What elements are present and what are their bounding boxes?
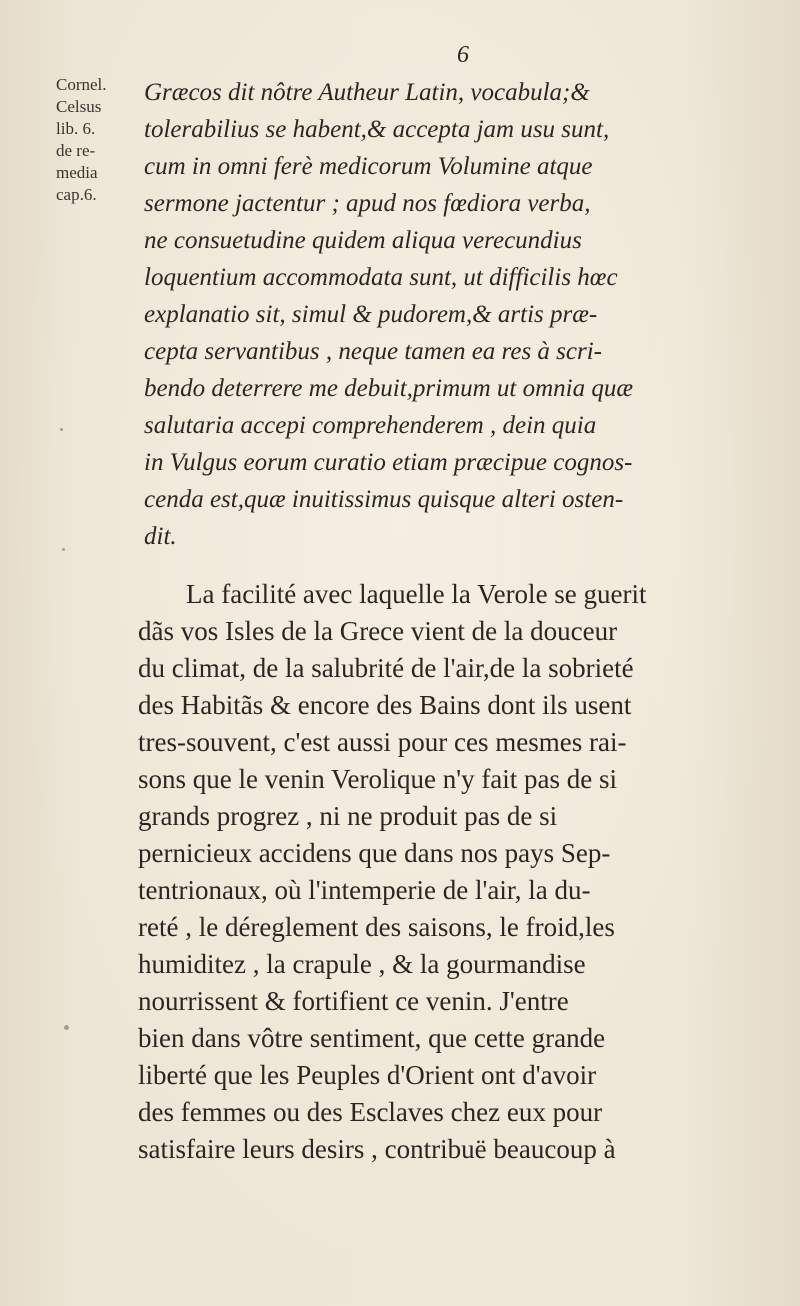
body-line: pernicieux accidens que dans nos pays Sep-	[138, 838, 611, 868]
quote-line: tolerabilius se habent,& accepta jam usu sunt,	[144, 116, 610, 143]
body-line: humiditez , la crapule , & la gourmandise	[138, 949, 586, 979]
body-line: grands progrez , ni ne produit pas de si	[138, 801, 558, 831]
paper-speck	[64, 1025, 69, 1030]
margin-note-line: cap.6.	[56, 185, 97, 204]
quote-line: ne consuetudine quidem aliqua verecundius	[144, 227, 582, 254]
quote-line: dit.	[144, 523, 177, 550]
body-line: tres-souvent, c'est aussi pour ces mesmes rai-	[138, 727, 627, 757]
body-line: des femmes ou des Esclaves chez eux pour	[138, 1097, 603, 1127]
quote-line: salutaria accepi comprehenderem , dein quia	[144, 412, 597, 439]
margin-note-line: Cornel.	[56, 75, 107, 94]
quote-line: cenda est,quæ inuitissimus quisque alteri osten-	[144, 486, 624, 513]
paper-speck	[62, 548, 65, 551]
body-line: tentrionaux, où l'intemperie de l'air, la du-	[138, 875, 591, 905]
margin-note-line: media	[56, 163, 98, 182]
body-line: nourrissent & fortifient ce venin. J'entre	[138, 986, 569, 1016]
quote-line: explanatio sit, simul & pudorem,& artis præ-	[144, 301, 598, 328]
quote-line: Græcos dit nôtre Autheur Latin, vocabula;&	[144, 79, 590, 106]
paper-speck	[60, 428, 63, 431]
latin-quotation	[144, 74, 774, 555]
margin-note-line: lib. 6.	[56, 119, 96, 138]
margin-note-line: Celsus	[56, 97, 102, 116]
body-line: La facilité avec laquelle la Verole se guerit	[186, 579, 647, 609]
body-line: liberté que les Peuples d'Orient ont d'avoir	[138, 1060, 597, 1090]
body-line: satisfaire leurs desirs , contribuë beaucoup à	[138, 1134, 616, 1164]
quote-line: bendo deterrere me debuit,primum ut omnia quæ	[144, 375, 634, 402]
body-line: bien dans vôtre sentiment, que cette grande	[138, 1023, 606, 1053]
quote-line: sermone jactentur ; apud nos fœdiora verba,	[144, 190, 591, 217]
body-line: dãs vos Isles de la Grece vient de la douceur	[138, 616, 618, 646]
quote-line: loquentium accommodata sunt, ut difficilis hœc	[144, 264, 618, 291]
quote-line: cum in omni ferè medicorum Volumine atque	[144, 153, 593, 180]
body-line: du climat, de la salubrité de l'air,de la sobrieté	[138, 653, 634, 683]
margin-note-line: de re-	[56, 141, 96, 160]
body-line: sons que le venin Verolique n'y fait pas de si	[138, 764, 618, 794]
quote-line: in Vulgus eorum curatio etiam præcipue cognos-	[144, 449, 633, 476]
body-line: reté , le déreglement des saisons, le froid,les	[138, 912, 615, 942]
body-line: des Habitãs & encore des Bains dont ils usent	[138, 690, 632, 720]
body-paragraph	[138, 576, 778, 1168]
margin-note	[56, 74, 136, 206]
page-number: 6	[457, 42, 469, 68]
quote-line: cepta servantibus , neque tamen ea res à scri-	[144, 338, 602, 365]
